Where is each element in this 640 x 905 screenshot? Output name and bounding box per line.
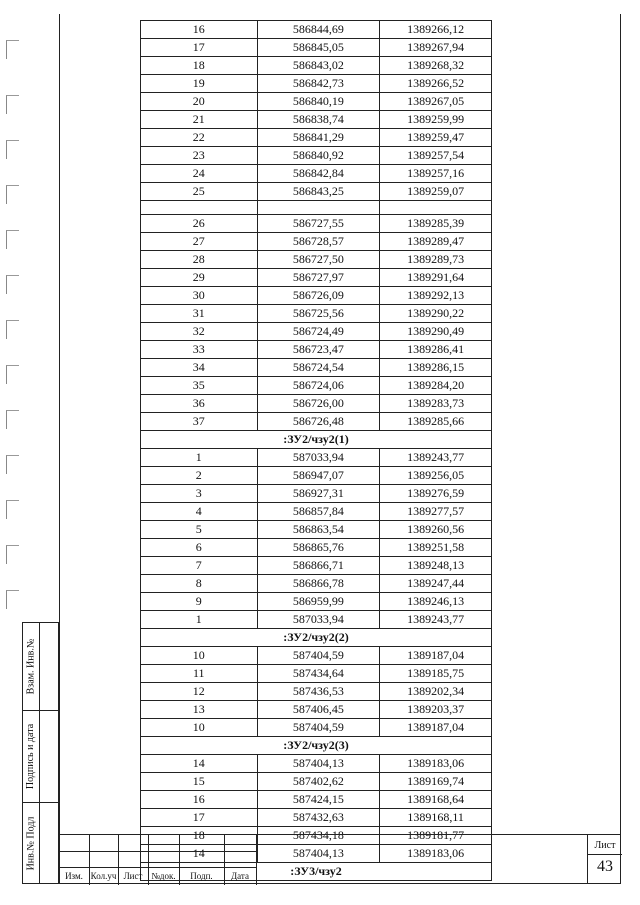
col-kolvo: Кол.уч: [90, 871, 117, 881]
x-coordinate: 586927,31: [257, 485, 380, 503]
table-row: [141, 539, 492, 557]
point-number: 20: [141, 93, 258, 111]
x-coordinate: 587406,45: [257, 701, 380, 719]
x-coordinate: 586863,54: [257, 521, 380, 539]
point-number: 27: [141, 233, 258, 251]
y-coordinate: 1389169,74: [380, 773, 492, 791]
point-number: 14: [141, 845, 258, 863]
x-coordinate: 586726,00: [257, 395, 380, 413]
y-coordinate: 1389284,20: [380, 377, 492, 395]
x-coordinate: 586865,76: [257, 539, 380, 557]
point-number: 4: [141, 503, 258, 521]
point-number: 25: [141, 183, 258, 201]
table-row: [141, 233, 492, 251]
x-coordinate: 587404,13: [257, 845, 380, 863]
point-number: 7: [141, 557, 258, 575]
empty-cell: [141, 201, 258, 215]
point-number: 6: [141, 539, 258, 557]
table-row: [141, 165, 492, 183]
point-number: 30: [141, 287, 258, 305]
table-row: [141, 147, 492, 165]
section-row: [141, 431, 492, 449]
table-row: [141, 93, 492, 111]
point-number: 36: [141, 395, 258, 413]
title-block-divider: [256, 835, 257, 885]
point-number: 12: [141, 683, 258, 701]
table-row: [141, 719, 492, 737]
x-coordinate: 586838,74: [257, 111, 380, 129]
x-coordinate: 587434,18: [257, 827, 380, 845]
table-row: [141, 251, 492, 269]
binding-mark: [6, 410, 19, 429]
binding-mark: [6, 545, 19, 564]
x-coordinate: 587033,94: [257, 611, 380, 629]
x-coordinate: 586959,99: [257, 593, 380, 611]
section-title: :ЗУ3/чзу2: [141, 863, 492, 881]
side-stamp: [22, 622, 59, 884]
x-coordinate: 586845,05: [257, 39, 380, 57]
binding-mark: [6, 95, 19, 114]
y-coordinate: 1389247,44: [380, 575, 492, 593]
point-number: 10: [141, 647, 258, 665]
table-row: [141, 215, 492, 233]
table-row: [141, 575, 492, 593]
col-list: Лист: [123, 871, 143, 881]
y-coordinate: 1389290,22: [380, 305, 492, 323]
table-row: [141, 755, 492, 773]
table-row: [141, 341, 492, 359]
x-coordinate: 587424,15: [257, 791, 380, 809]
y-coordinate: 1389183,06: [380, 845, 492, 863]
table-row: [141, 57, 492, 75]
point-number: 33: [141, 341, 258, 359]
x-coordinate: 587434,64: [257, 665, 380, 683]
x-coordinate: 587033,94: [257, 449, 380, 467]
y-coordinate: 1389168,11: [380, 809, 492, 827]
point-number: 14: [141, 755, 258, 773]
empty-cell: [380, 201, 492, 215]
y-coordinate: 1389181,77: [380, 827, 492, 845]
col-ndok: №док.: [151, 871, 176, 881]
table-row: [141, 521, 492, 539]
y-coordinate: 1389168,64: [380, 791, 492, 809]
binding-mark: [6, 275, 19, 294]
table-row: [141, 701, 492, 719]
x-coordinate: 586844,69: [257, 21, 380, 39]
x-coordinate: 586728,57: [257, 233, 380, 251]
y-coordinate: 1389290,49: [380, 323, 492, 341]
point-number: 17: [141, 39, 258, 57]
y-coordinate: 1389257,54: [380, 147, 492, 165]
y-coordinate: 1389203,37: [380, 701, 492, 719]
point-number: 5: [141, 521, 258, 539]
y-coordinate: 1389259,99: [380, 111, 492, 129]
table-row: [141, 485, 492, 503]
table-row: [141, 287, 492, 305]
table-row: [141, 665, 492, 683]
empty-row: [141, 201, 492, 215]
binding-mark: [6, 590, 19, 609]
x-coordinate: 586947,07: [257, 467, 380, 485]
binding-mark: [6, 365, 19, 384]
point-number: 24: [141, 165, 258, 183]
x-coordinate: 586727,50: [257, 251, 380, 269]
binding-mark: [6, 185, 19, 204]
table-row: [141, 791, 492, 809]
point-number: 10: [141, 719, 258, 737]
sheet-box: [587, 834, 622, 884]
x-coordinate: 586840,92: [257, 147, 380, 165]
table-row: [141, 129, 492, 147]
y-coordinate: 1389266,52: [380, 75, 492, 93]
y-coordinate: 1389183,06: [380, 755, 492, 773]
point-number: 32: [141, 323, 258, 341]
point-number: 28: [141, 251, 258, 269]
table-row: [141, 395, 492, 413]
y-coordinate: 1389266,12: [380, 21, 492, 39]
y-coordinate: 1389277,57: [380, 503, 492, 521]
table-row: [141, 467, 492, 485]
point-number: 11: [141, 665, 258, 683]
point-number: 22: [141, 129, 258, 147]
point-number: 21: [141, 111, 258, 129]
section-title: :ЗУ2/чзу2(3): [141, 737, 492, 755]
table-row: [141, 449, 492, 467]
section-title: :ЗУ2/чзу2(2): [141, 629, 492, 647]
point-number: 1: [141, 449, 258, 467]
point-number: 16: [141, 21, 258, 39]
col-podp: Подп.: [190, 871, 213, 881]
y-coordinate: 1389251,58: [380, 539, 492, 557]
y-coordinate: 1389291,64: [380, 269, 492, 287]
x-coordinate: 586843,25: [257, 183, 380, 201]
y-coordinate: 1389267,94: [380, 39, 492, 57]
table-row: [141, 359, 492, 377]
point-number: 18: [141, 57, 258, 75]
table-row: [141, 413, 492, 431]
point-number: 23: [141, 147, 258, 165]
table-row: [141, 111, 492, 129]
point-number: 16: [141, 791, 258, 809]
point-number: 1: [141, 611, 258, 629]
y-coordinate: 1389257,16: [380, 165, 492, 183]
point-number: 35: [141, 377, 258, 395]
table-row: [141, 377, 492, 395]
x-coordinate: 586727,55: [257, 215, 380, 233]
x-coordinate: 586726,09: [257, 287, 380, 305]
point-number: 8: [141, 575, 258, 593]
x-coordinate: 587404,59: [257, 719, 380, 737]
y-coordinate: 1389187,04: [380, 719, 492, 737]
table-row: [141, 183, 492, 201]
bottom-rule: [59, 883, 621, 884]
point-number: 37: [141, 413, 258, 431]
y-coordinate: 1389267,05: [380, 93, 492, 111]
x-coordinate: 587436,53: [257, 683, 380, 701]
table-row: [141, 593, 492, 611]
point-number: 34: [141, 359, 258, 377]
sheet-number: 43: [597, 858, 613, 875]
x-coordinate: 586842,84: [257, 165, 380, 183]
table-row: [141, 323, 492, 341]
y-coordinate: 1389283,73: [380, 395, 492, 413]
side-label-inv: Инв.№ Подл: [25, 816, 37, 870]
point-number: 2: [141, 467, 258, 485]
y-coordinate: 1389289,47: [380, 233, 492, 251]
point-number: 3: [141, 485, 258, 503]
x-coordinate: 586841,29: [257, 129, 380, 147]
side-label-podpis: Подпись и дата: [25, 723, 37, 790]
x-coordinate: 586866,78: [257, 575, 380, 593]
y-coordinate: 1389289,73: [380, 251, 492, 269]
col-data: Дата: [231, 871, 249, 881]
table-row: [141, 21, 492, 39]
sheet-label: Лист: [594, 840, 616, 851]
point-number: 26: [141, 215, 258, 233]
x-coordinate: 586724,49: [257, 323, 380, 341]
table-row: [141, 647, 492, 665]
point-number: 17: [141, 809, 258, 827]
y-coordinate: 1389202,34: [380, 683, 492, 701]
binding-mark: [6, 140, 19, 159]
x-coordinate: 586727,97: [257, 269, 380, 287]
y-coordinate: 1389292,13: [380, 287, 492, 305]
x-coordinate: 587404,13: [257, 755, 380, 773]
y-coordinate: 1389259,07: [380, 183, 492, 201]
y-coordinate: 1389276,59: [380, 485, 492, 503]
y-coordinate: 1389243,77: [380, 611, 492, 629]
x-coordinate: 586724,54: [257, 359, 380, 377]
binding-mark: [6, 40, 19, 59]
y-coordinate: 1389259,47: [380, 129, 492, 147]
y-coordinate: 1389246,13: [380, 593, 492, 611]
table-row: [141, 809, 492, 827]
coordinates-table: [140, 20, 492, 881]
section-title: :ЗУ2/чзу2(1): [141, 431, 492, 449]
x-coordinate: 587404,59: [257, 647, 380, 665]
side-cell-inv: [23, 803, 58, 883]
x-coordinate: 586726,48: [257, 413, 380, 431]
point-number: 18: [141, 827, 258, 845]
y-coordinate: 1389268,32: [380, 57, 492, 75]
table-row: [141, 503, 492, 521]
table-row: [141, 683, 492, 701]
y-coordinate: 1389286,41: [380, 341, 492, 359]
table-row: [141, 773, 492, 791]
x-coordinate: 586843,02: [257, 57, 380, 75]
y-coordinate: 1389185,75: [380, 665, 492, 683]
binding-mark: [6, 230, 19, 249]
x-coordinate: 586840,19: [257, 93, 380, 111]
side-cell-podpis: [23, 711, 58, 803]
table-row: [141, 75, 492, 93]
point-number: 29: [141, 269, 258, 287]
point-number: 19: [141, 75, 258, 93]
section-row: [141, 629, 492, 647]
y-coordinate: 1389285,66: [380, 413, 492, 431]
binding-mark: [6, 320, 19, 339]
y-coordinate: 1389260,56: [380, 521, 492, 539]
col-izm: Изм.: [65, 871, 83, 881]
y-coordinate: 1389285,39: [380, 215, 492, 233]
section-row: [141, 737, 492, 755]
x-coordinate: 586725,56: [257, 305, 380, 323]
x-coordinate: 586866,71: [257, 557, 380, 575]
y-coordinate: 1389243,77: [380, 449, 492, 467]
x-coordinate: 587402,62: [257, 773, 380, 791]
x-coordinate: 586842,73: [257, 75, 380, 93]
binding-mark: [6, 500, 19, 519]
x-coordinate: 586723,47: [257, 341, 380, 359]
y-coordinate: 1389248,13: [380, 557, 492, 575]
y-coordinate: 1389187,04: [380, 647, 492, 665]
side-cell-vzam: [23, 623, 58, 711]
point-number: 9: [141, 593, 258, 611]
title-block: [59, 834, 621, 885]
table-row: [141, 269, 492, 287]
empty-cell: [257, 201, 380, 215]
table-row: [141, 39, 492, 57]
y-coordinate: 1389256,05: [380, 467, 492, 485]
point-number: 31: [141, 305, 258, 323]
table-row: [141, 557, 492, 575]
table-row: [141, 305, 492, 323]
point-number: 13: [141, 701, 258, 719]
x-coordinate: 587432,63: [257, 809, 380, 827]
y-coordinate: 1389286,15: [380, 359, 492, 377]
x-coordinate: 586724,06: [257, 377, 380, 395]
x-coordinate: 586857,84: [257, 503, 380, 521]
table-row: [141, 611, 492, 629]
side-label-vzam: Взам. Инв.№: [25, 638, 37, 695]
point-number: 15: [141, 773, 258, 791]
binding-mark: [6, 455, 19, 474]
